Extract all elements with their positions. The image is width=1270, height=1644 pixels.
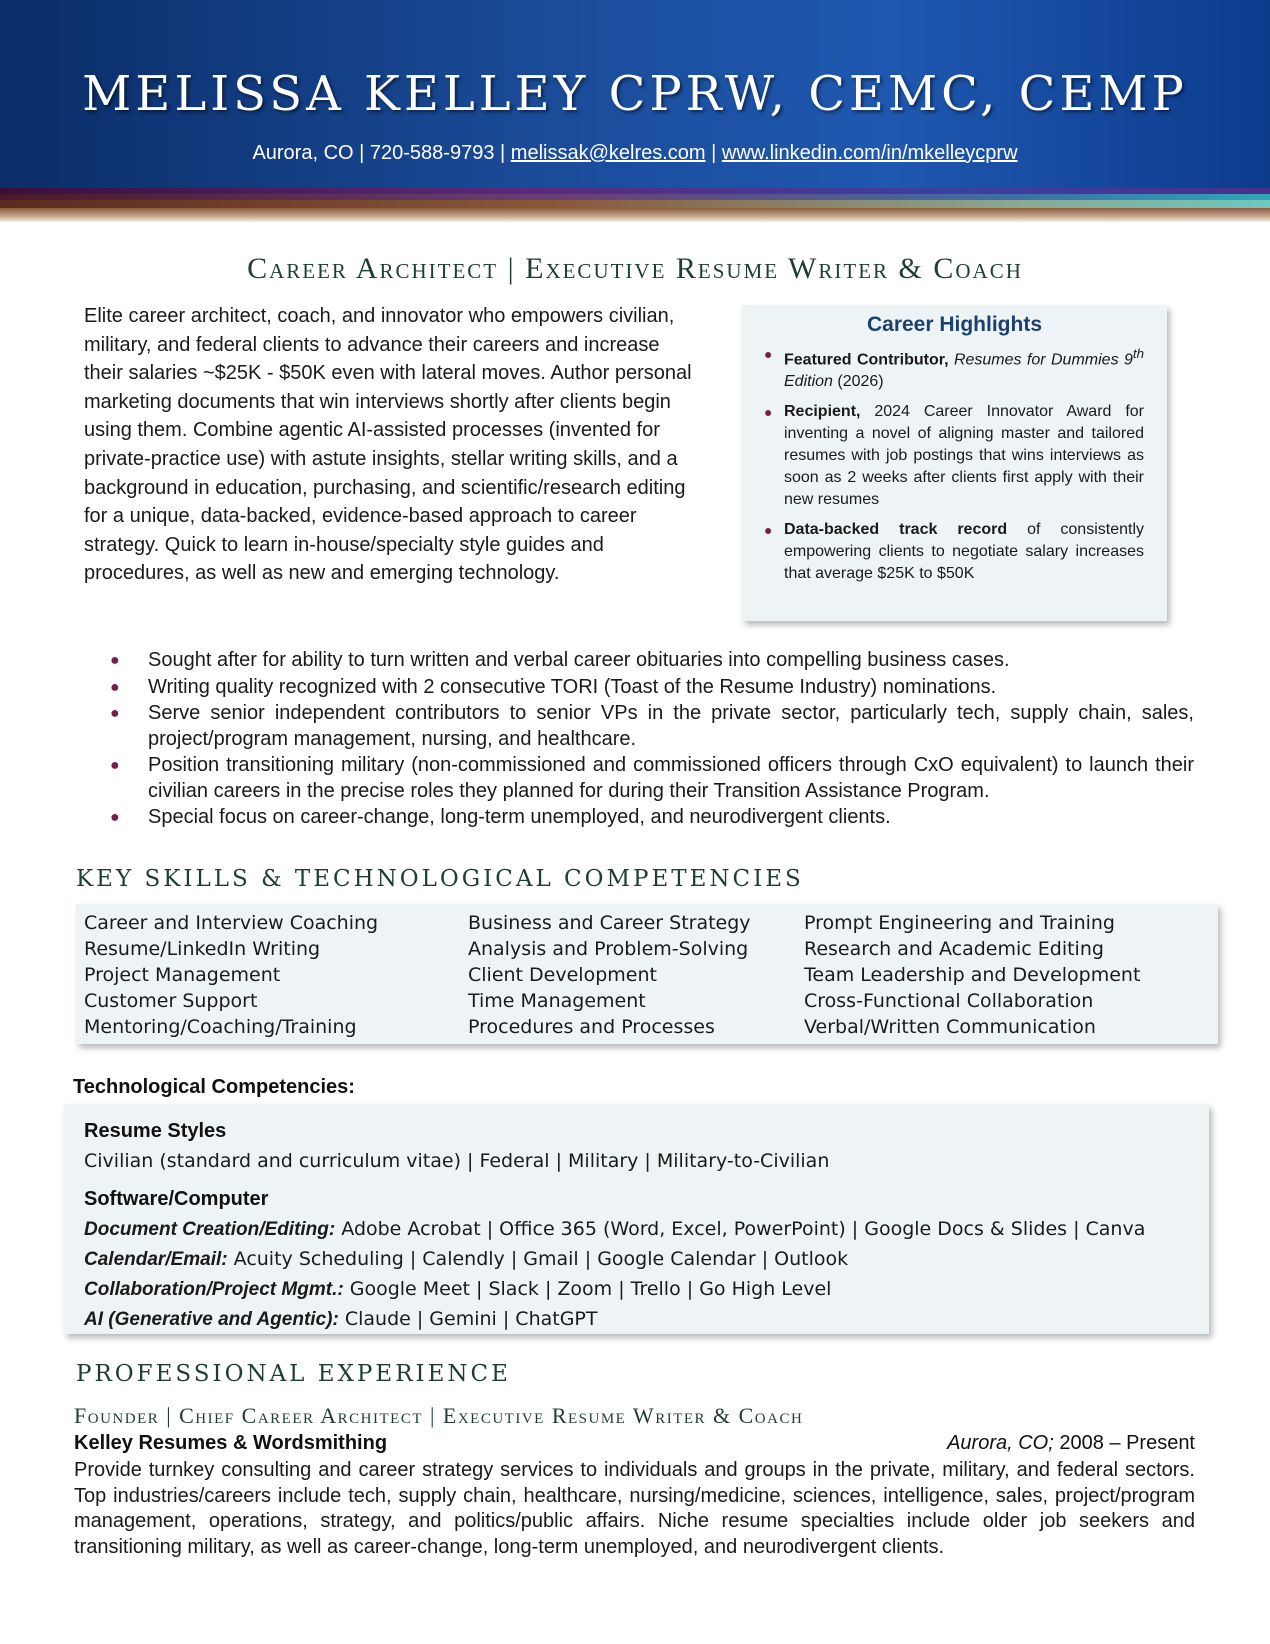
summary-paragraph: Elite career architect, coach, and innovator who empowers civilian, military, and federal clients to advance their careers and increase their salaries ~$25K - $50K even with lateral moves. Author personal marketing documents that win interviews shortly after clients begin using them. Combine agentic AI-assisted processes (invented for private-practice use) with astute insights, stellar writing skills, and a background in education, purchasing, and scientific/research editing for a unique, data-backed, evidence-based approach to career strategy. Quick to learn in-house/specialty style guides and procedures, as well as new and emerging technology. xyxy=(84,305,692,585)
contact-line xyxy=(0,142,1270,165)
bullet-icon: ● xyxy=(110,809,120,826)
bullet-item: ● Serve senior independent contributors to senior VPs in the private sector, particularly tech, supply chain, sales, project/program management, nursing, and healthcare. xyxy=(110,702,1194,750)
resume-styles-text: Civilian (standard and curriculum vitae) | Federal | Military | Military-to-Civilian xyxy=(84,1150,830,1172)
email-link[interactable]: melissak@kelres.com xyxy=(510,142,706,164)
job-location: Aurora, CO; xyxy=(947,1432,1054,1454)
experience-section-title: PROFESSIONAL EXPERIENCE xyxy=(76,1361,511,1387)
skill-item: Time Management xyxy=(468,990,646,1012)
separator: | xyxy=(494,142,511,164)
career-highlights-title: Career Highlights xyxy=(866,313,1043,336)
job-description: Provide turnkey consulting and career strategy services to individuals and groups in the private, military, and federal sectors. Top industries/careers include tech, supply chain, healthcare, nursing/medicine, sciences, intelligence, sales, project/program management, operations, strategy, and politics/public affairs. Niche resume specialties include older job seekers and transitioning military, as well as career-change, long-term unemployed, and neurodivergent clients. xyxy=(74,1459,1195,1558)
tech-line: Calendar/Email: Acuity Scheduling | Calendly | Gmail | Google Calendar | Outlook xyxy=(84,1248,849,1270)
phone-text: 720-588-9793 xyxy=(369,142,495,164)
bullet-icon: ● xyxy=(110,757,120,774)
separator: | xyxy=(353,142,370,164)
skill-item: Team Leadership and Development xyxy=(804,964,1141,986)
career-highlights-box xyxy=(742,305,1167,621)
bullet-icon: ● xyxy=(764,404,773,421)
skills-column xyxy=(468,910,751,1040)
bullet-icon: ● xyxy=(764,522,773,539)
banner-stripe xyxy=(0,200,1270,208)
skill-item: Customer Support xyxy=(84,990,258,1012)
bullet-item: ● Position transitioning military (non-commissioned and commissioned officers through CxO equivalent) to launch their civilian careers in the precise roles they planned for during their Transition Assistance Program. xyxy=(110,754,1194,802)
skills-section-title: KEY SKILLS & TECHNOLOGICAL COMPETENCIES xyxy=(76,866,804,892)
bullet-icon: ● xyxy=(764,346,773,362)
skill-item: Career and Interview Coaching xyxy=(84,912,379,934)
skill-item: Client Development xyxy=(468,964,657,986)
skill-item: Prompt Engineering and Training xyxy=(804,912,1115,934)
skill-item: Analysis and Problem-Solving xyxy=(468,938,749,960)
achievement-bullets xyxy=(110,648,1194,832)
skills-column xyxy=(804,910,1140,1040)
skill-item: Research and Academic Editing xyxy=(804,938,1104,960)
skills-column xyxy=(84,910,378,1040)
candidate-name: MELISSA KELLEY CPRW, CEMC, CEMP xyxy=(82,66,1188,122)
banner-stripe xyxy=(0,208,1270,222)
bullet-icon: ● xyxy=(110,678,120,696)
resume-styles-label: Resume Styles xyxy=(84,1120,227,1142)
skill-item: Resume/LinkedIn Writing xyxy=(84,938,321,960)
bullet-item: ● Writing quality recognized with 2 consecutive TORI (Toast of the Resume Industry) nominations. xyxy=(148,675,1194,701)
skill-item: Business and Career Strategy xyxy=(468,912,751,934)
highlight-item: ● Recipient, 2024 Career Innovator Award for inventing a novel of aligning master and tailored resumes with job postings that wins interviews as soon as 2 weeks after clients first apply with their new resumes xyxy=(764,403,1144,509)
location-text: Aurora, CO xyxy=(252,142,354,164)
tech-line: Document Creation/Editing: Adobe Acrobat | Office 365 (Word, Excel, PowerPoint) | Google Docs & Slides | Canva xyxy=(84,1218,1146,1240)
bullet-icon: ● xyxy=(110,652,120,669)
headline: Career Architect | Executive Resume Writer & Coach xyxy=(247,252,1023,285)
job-dates: 2008 – Present xyxy=(1053,1432,1195,1454)
company-name: Kelley Resumes & Wordsmithing xyxy=(74,1432,388,1454)
skills-box xyxy=(76,904,1218,1044)
highlight-item: ● Data-backed track record of consistently empowering clients to negotiate salary increases that average $25K to $50K xyxy=(764,521,1144,583)
tech-line: AI (Generative and Agentic): Claude | Gemini | ChatGPT xyxy=(84,1308,598,1330)
bullet-item: ● Sought after for ability to turn written and verbal career obituaries into compelling business cases. xyxy=(148,648,1194,674)
tech-box xyxy=(64,1104,1209,1334)
linkedin-link[interactable]: www.linkedin.com/in/mkelleycprw xyxy=(721,142,1018,164)
job-location-dates xyxy=(947,1432,1195,1455)
bullet-icon: ● xyxy=(110,705,120,722)
job-title: Founder | Chief Career Architect | Executive Resume Writer & Coach xyxy=(74,1403,804,1428)
skill-item: Cross-Functional Collaboration xyxy=(804,990,1094,1012)
skill-item: Mentoring/Coaching/Training xyxy=(84,1016,357,1038)
skill-item: Procedures and Processes xyxy=(468,1016,715,1038)
highlight-item: ● Featured Contributor, Resumes for Dummies 9th Edition (2026) xyxy=(784,343,1144,393)
skill-item: Verbal/Written Communication xyxy=(804,1016,1096,1038)
tech-heading: Technological Competencies: xyxy=(73,1076,355,1098)
tech-line: Collaboration/Project Mgmt.: Google Meet | Slack | Zoom | Trello | Go High Level xyxy=(84,1278,832,1300)
career-highlights-list xyxy=(764,343,1144,593)
separator: | xyxy=(705,142,722,164)
skill-item: Project Management xyxy=(84,964,281,986)
software-label: Software/Computer xyxy=(84,1188,269,1210)
bullet-item: ● Special focus on career-change, long-term unemployed, and neurodivergent clients. xyxy=(148,805,1194,831)
